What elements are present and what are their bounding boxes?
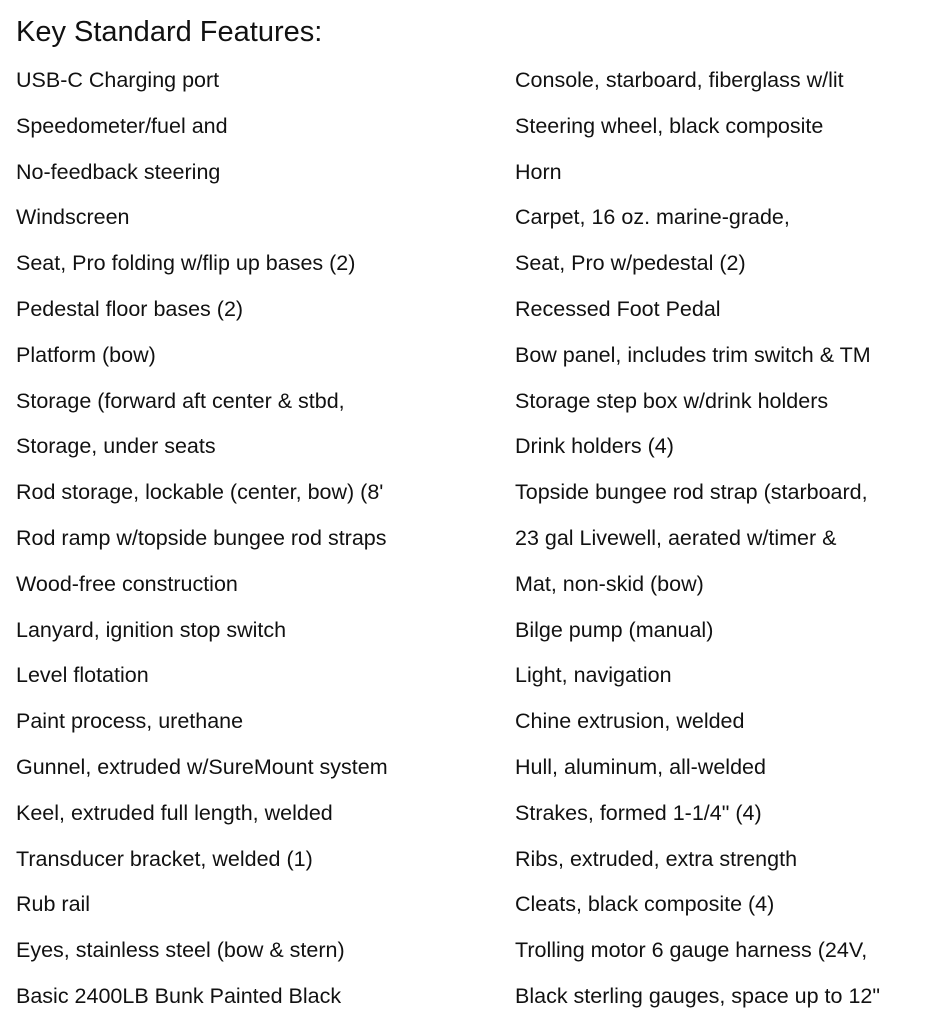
feature-item: Storage (forward aft center & stbd, <box>16 388 345 413</box>
feature-item: Black sterling gauges, space up to 12" <box>515 983 880 1008</box>
feature-item: Transducer bracket, welded (1) <box>16 846 313 871</box>
feature-item: Storage, under seats <box>16 434 216 459</box>
feature-item: Seat, Pro w/pedestal (2) <box>515 251 746 276</box>
feature-item: Steering wheel, black composite <box>515 113 824 138</box>
feature-item: Recessed Foot Pedal <box>515 296 721 321</box>
feature-item: Cleats, black composite (4) <box>515 892 775 917</box>
feature-item: Bilge pump (manual) <box>515 617 714 642</box>
page-title: Key Standard Features: <box>16 16 323 48</box>
feature-item: USB-C Charging port <box>16 68 220 92</box>
feature-item: Hull, aluminum, all-welded <box>515 754 766 779</box>
feature-item: Windscreen <box>16 205 130 230</box>
feature-item: Carpet, 16 oz. marine-grade, <box>515 205 790 230</box>
feature-item: Level flotation <box>16 663 149 688</box>
features-left-column <box>16 58 496 1020</box>
feature-item: Pedestal floor bases (2) <box>16 296 244 321</box>
feature-item: Rod storage, lockable (center, bow) (8' <box>16 480 384 505</box>
feature-item: Wood-free construction <box>16 571 238 596</box>
feature-item: Chine extrusion, welded <box>515 709 745 734</box>
feature-item: Rod ramp w/topside bungee rod straps <box>16 525 387 550</box>
feature-item: Gunnel, extruded w/SureMount system <box>16 754 388 779</box>
feature-item: Ribs, extruded, extra strength <box>515 846 798 871</box>
feature-item: Lanyard, ignition stop switch <box>16 617 287 642</box>
feature-item: Console, starboard, fiberglass w/lit <box>515 68 844 92</box>
feature-item: Horn <box>515 159 562 184</box>
feature-item: Drink holders (4) <box>515 434 674 459</box>
feature-item: Trolling motor 6 gauge harness (24V, <box>515 938 868 963</box>
feature-item: Basic 2400LB Bunk Painted Black <box>16 983 342 1008</box>
feature-item: Bow panel, includes trim switch & TM <box>515 342 871 367</box>
feature-item: Speedometer/fuel and <box>16 113 228 138</box>
feature-item: Topside bungee rod strap (starboard, <box>515 480 868 505</box>
features-right-column <box>515 58 940 1020</box>
feature-item: Rub rail <box>16 892 91 917</box>
feature-item: Seat, Pro folding w/flip up bases (2) <box>16 251 356 276</box>
feature-item: Keel, extruded full length, welded <box>16 800 333 825</box>
feature-item: Strakes, formed 1-1/4" (4) <box>515 800 762 825</box>
feature-item: Eyes, stainless steel (bow & stern) <box>16 938 345 963</box>
feature-item: Mat, non-skid (bow) <box>515 571 704 596</box>
feature-item: Platform (bow) <box>16 342 156 367</box>
feature-item: Storage step box w/drink holders <box>515 388 829 413</box>
feature-item: No-feedback steering <box>16 159 221 184</box>
feature-item: Paint process, urethane <box>16 709 244 734</box>
feature-item: 23 gal Livewell, aerated w/timer & <box>515 525 837 550</box>
feature-item: Light, navigation <box>515 663 672 688</box>
